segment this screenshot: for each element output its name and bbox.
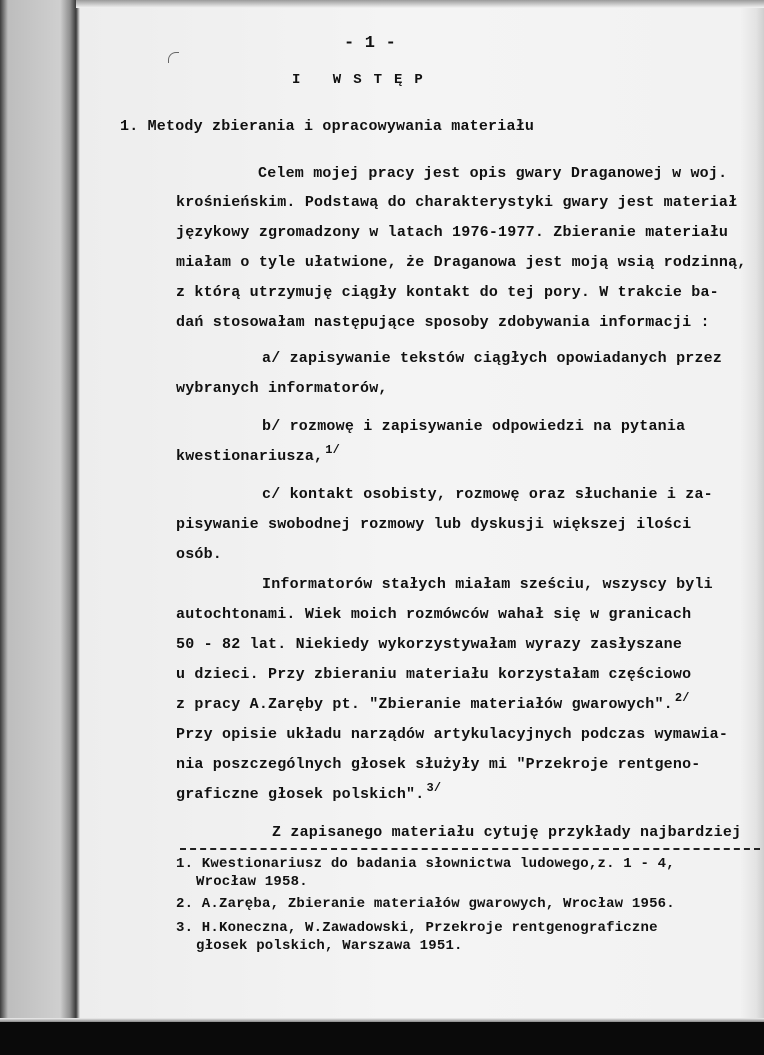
page-number: - 1 -	[344, 34, 397, 53]
footnote-marker: 1/	[325, 443, 341, 457]
paragraph-line: językowy zgromadzony w latach 1976-1977. Zbieranie materiału	[176, 224, 729, 241]
footnote-3-cont: głosek polskich, Warszawa 1951.	[196, 938, 463, 954]
paragraph-text: z pracy A.Zaręby pt. "Zbieranie materiałów gwarowych".	[176, 696, 673, 713]
list-item-a: a/ zapisywanie tekstów ciągłych opowiadanych przez	[262, 350, 723, 367]
paragraph-line: dań stosowałam następujące sposoby zdobywania informacji :	[176, 314, 710, 331]
paragraph-line: miałam o tyle ułatwione, że Draganowa jest moją wsią rodzinną,	[176, 254, 747, 271]
paragraph-line	[176, 443, 341, 465]
paragraph-line: osób.	[176, 546, 223, 563]
paragraph-line: autochtonami. Wiek moich rozmówców wahał się w granicach	[176, 606, 692, 623]
paragraph-text: kwestionariusza,	[176, 448, 324, 465]
paragraph-line: Celem mojej pracy jest opis gwary Draganowej w woj.	[258, 165, 728, 182]
section-heading: 1. Metody zbierania i opracowywania materiału	[120, 118, 535, 135]
list-item-c: c/ kontakt osobisty, rozmowę oraz słuchanie i za-	[262, 486, 713, 503]
paragraph-line	[176, 781, 442, 803]
paragraph-line: nia poszczególnych głosek służyły mi "Przekroje rentgeno-	[176, 756, 701, 773]
paragraph-line: pisywanie swobodnej rozmowy lub dyskusji większej ilości	[176, 516, 692, 533]
footnote-marker: 3/	[426, 781, 442, 795]
footnote-1-cont: Wrocław 1958.	[196, 874, 308, 890]
footnote-marker: 2/	[674, 691, 690, 705]
paragraph-line: krośnieńskim. Podstawą do charakterystyki gwary jest materiał	[176, 194, 738, 211]
page-top-shadow	[76, 0, 764, 8]
paragraph-text: graficzne głosek polskich".	[176, 786, 425, 803]
paragraph-line: Przy opisie układu narządów artykulacyjnych podczas wymawia-	[176, 726, 729, 743]
footnote-separator	[180, 848, 760, 850]
scanner-border	[0, 1022, 764, 1055]
paragraph-line: z którą utrzymuję ciągły kontakt do tej pory. W trakcie ba-	[176, 284, 719, 301]
list-item-b: b/ rozmowę i zapisywanie odpowiedzi na pytania	[262, 418, 686, 435]
chapter-title: I WSTĘP	[292, 72, 435, 88]
paragraph-line: 50 - 82 lat. Niekiedy wykorzystywałam wyrazy zasłyszane	[176, 636, 683, 653]
paragraph-line: Z zapisanego materiału cytuję przykłady najbardziej	[272, 824, 742, 841]
footnote-1: 1. Kwestionariusz do badania słownictwa ludowego,z. 1 - 4,	[176, 856, 675, 872]
footnote-2: 2. A.Zaręba, Zbieranie materiałów gwarowych, Wrocław 1956.	[176, 896, 675, 912]
paragraph-line: wybranych informatorów,	[176, 380, 388, 397]
footnote-3: 3. H.Koneczna, W.Zawadowski, Przekroje rentgenograficzne	[176, 920, 658, 936]
paragraph-line	[176, 691, 690, 713]
paragraph-line: u dzieci. Przy zbieraniu materiału korzystałam częściowo	[176, 666, 692, 683]
pencil-mark	[168, 52, 179, 63]
paragraph-line: Informatorów stałych miałam sześciu, wszyscy byli	[262, 576, 713, 593]
